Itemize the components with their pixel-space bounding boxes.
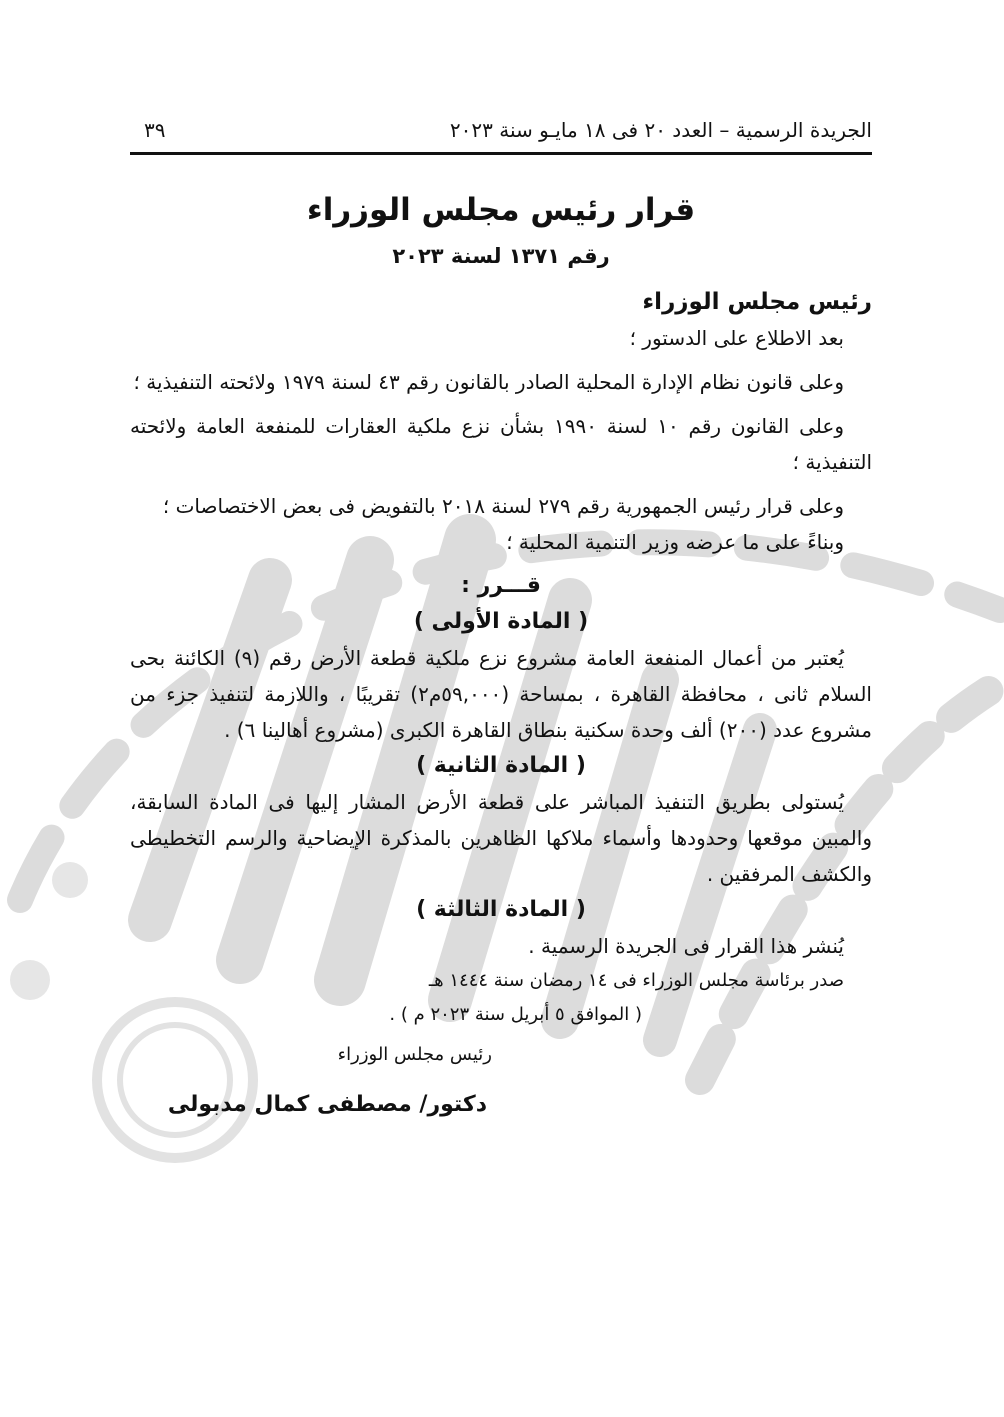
- preamble-item: وعلى قانون نظام الإدارة المحلية الصادر بالقانون رقم ٤٣ لسنة ١٩٧٩ ولائحته التنفيذية ؛: [133, 370, 844, 394]
- preamble-item: وعلى قرار رئيس الجمهورية رقم ٢٧٩ لسنة ٢٠١٨ بالتفويض فى بعض الاختصاصات ؛: [162, 494, 844, 518]
- decree-title: قرار رئيس مجلس الوزراء: [306, 192, 696, 228]
- gazette-title: الجريدة الرسمية – العدد ٢٠ فى ١٨ مايـو سنة ٢٠٢٣: [449, 118, 872, 142]
- page-header: [130, 112, 872, 155]
- article-text: يُستولى بطريق التنفيذ المباشر على قطعة الأرض المشار إليها فى المادة السابقة، والمبين موقعها وحدودها وأسماء ملاكها الظاهرين بالمذكرة الإيضاحية والرسم التخطيطى والكشف المرفقين .: [130, 790, 872, 886]
- preamble-item: وعلى القانون رقم ١٠ لسنة ١٩٩٠ بشأن نزع ملكية العقارات للمنفعة العامة ولائحته التنفيذية ؛: [130, 414, 872, 474]
- signer-title: رئيس مجلس الوزراء: [337, 1044, 492, 1065]
- page-number: ٣٩: [144, 118, 166, 142]
- decree-body: [130, 284, 872, 1122]
- decree-number: رقم ١٣٧١ لسنة ٢٠٢٣: [392, 244, 610, 268]
- article-heading: ( المادة الأولى ): [413, 609, 589, 634]
- signer-name: دكتور/ مصطفى كمال مدبولى: [167, 1092, 487, 1117]
- issuer-heading: رئيس مجلس الوزراء: [642, 289, 872, 315]
- article-heading: ( المادة الثانية ): [416, 753, 586, 778]
- signature-block: [130, 964, 872, 1122]
- decides-heading: قـــرر :: [461, 573, 541, 598]
- article-heading: ( المادة الثالثة ): [416, 897, 586, 922]
- issued-date: صدر برئاسة مجلس الوزراء فى ١٤ رمضان سنة ١٤٤٤ هـ: [428, 970, 844, 991]
- equivalent-date: ( الموافق ٥ أبريل سنة ٢٠٢٣ م ) .: [389, 1004, 642, 1025]
- article-text: يُنشر هذا القرار فى الجريدة الرسمية .: [528, 934, 844, 958]
- preamble-item: وبناءً على ما عرضه وزير التنمية المحلية ؛: [506, 530, 844, 554]
- preamble-item: بعد الاطلاع على الدستور ؛: [629, 326, 844, 350]
- article-text: يُعتبر من أعمال المنفعة العامة مشروع نزع ملكية قطعة الأرض رقم (٩) الكائنة بحى السلام ثانى ، محافظة القاهرة ، بمساحة (٥٩,٠٠٠م٢) تقريبًا ، واللازمة لتنفيذ جزء من مشروع عدد (٢٠٠) ألف وحدة سكنية بنطاق القاهرة الكبرى (مشروع أهالينا ٦) .: [130, 646, 872, 742]
